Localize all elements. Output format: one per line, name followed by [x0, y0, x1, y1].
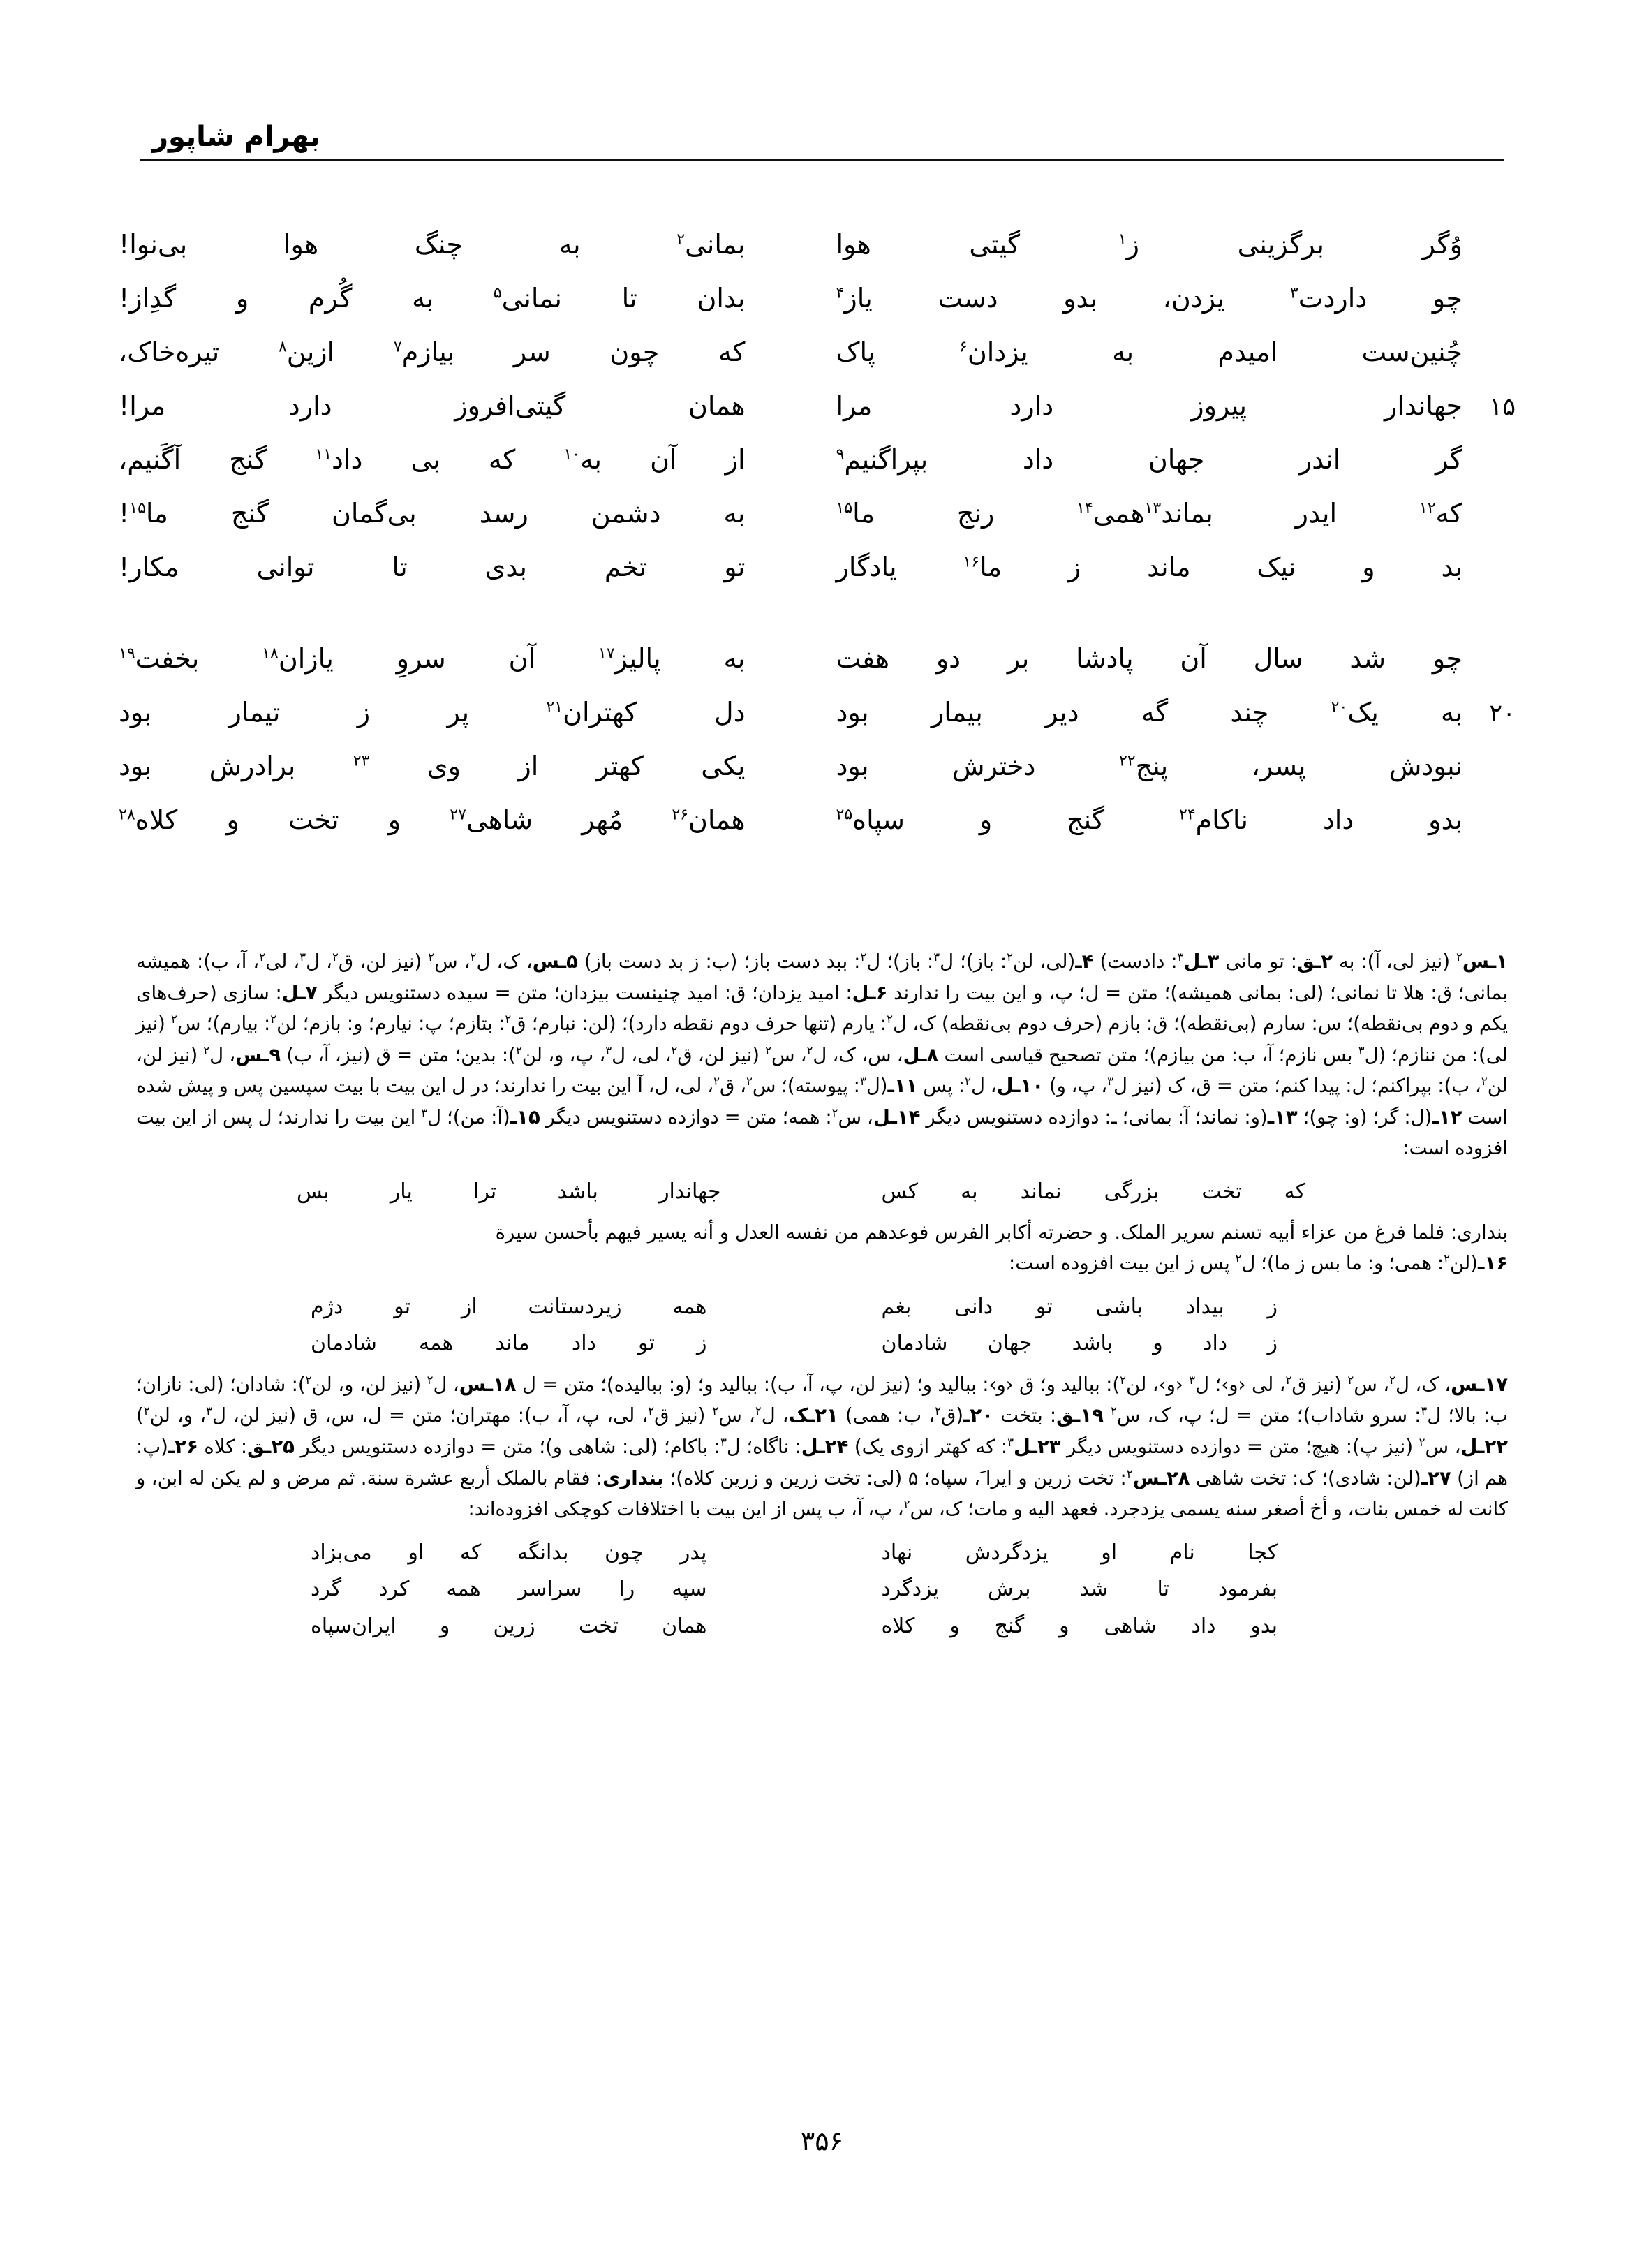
- inserted-hemistich-right: کجا نام او یزدگردش نهاد: [881, 1540, 1278, 1565]
- page-header: [140, 123, 1504, 186]
- verse-couplet: [112, 698, 1532, 752]
- hemistich-right: به یک$^{۲۰}$ چند گه دیر بیمار بود: [836, 697, 1463, 728]
- verse-couplet: [112, 338, 1532, 392]
- inserted-hemistich-right: بفرمود تا شد برش یزدگرد: [881, 1577, 1278, 1602]
- inserted-verse-block-3: [136, 1535, 1508, 1645]
- verse-couplet: [112, 446, 1532, 499]
- hemistich-left: همان$^{۲۶}$ مُهر شاهی$^{۲۷}$ و تخت و کلاه$^{۲۸}$: [119, 804, 746, 835]
- hemistich-left: یکی کهتر از وی $^{۲۳}$ برادرش بود: [119, 751, 746, 781]
- hemistich-left: از آن به$^{۱۰}$ که بی داد$^{۱۱}$ گنج آگَنیم،: [119, 444, 746, 475]
- apparatus-paragraph-3: ۱۷ـس، ک، ل$^۲$، س$^۲$ (نیز ق$^۲$، لی ‹و›؛ ل$^۳$ ‹و›، لن$^۲$): ببالید و؛ ق ‹و›: ببالید و؛ (نیز لن، پ، آ، ب): ببالید و؛ (و: ببالیده)؛ متن = ل ۱۸ـس، ل$^۲$ (نیز لن، و، لن$^۲$): شادان؛ (لی: نازان؛ ب: بالا؛ ل$^۳$: سرو شاداب)؛ متن = ل؛ پ، ک، س$^۲$ ۱۹ـق: بتخت ۲۰ـ(ق$^۲$، ب: همی) ۲۱ـک، ل$^۲$، س$^۲$ (نیز ق$^۲$، لی، پ، آ، ب): مهتران؛ متن = ل، س، ق (نیز لن، ل$^۳$، و، لن$^۲$) ۲۲ـل، س$^۲$ (نیز پ): هیچ؛ متن = دوازده دستنویس دیگر ۲۳ـل$^۳$: که کهتر ازوی یک) ۲۴ـل: ناگاه؛ ل$^۳$: باکام؛ (لی: شاهی و)؛ متن = دوازده دستنویس دیگر ۲۵ـق: کلاه ۲۶ـ(پ: هم از) ۲۷ـ(لن: شادی)؛ ک: تخت شاهی ۲۸ـس$^۲$: تخت زرین و ایرا َ، سپاه؛ ۵ (لی: تخت زرین و زرین کلاه)؛ بنداری: فقام بالملک أربع عشرة سنة. ثم مرض و لم یکن له ابن، و کانت له خمس بنات، و أخ أصغر سنه یسمی یزدجرد. فعهد الیه و مات؛ ک، س$^۲$، پ، آ، ب پس از این بیت با اختلافات کوچکی افزوده‌اند:: [136, 1373, 1509, 1521]
- inserted-hemistich-left: همان تخت زرین و ایران‌سپاه: [311, 1613, 707, 1638]
- inserted-hemistich-left: جهاندار باشد ترا یار بس: [297, 1179, 721, 1204]
- hemistich-left: به پالیز$^{۱۷}$ آن سروِ یازان$^{۱۸}$ بخفت$^{۱۹}$: [119, 643, 746, 674]
- inserted-hemistich-left: ز تو داد ماند همه شادمان: [311, 1331, 707, 1356]
- inserted-hemistich-right: ز داد و باشد جهان شادمان: [881, 1331, 1278, 1356]
- hemistich-left: دل کهتران$^{۲۱}$ پر ز تیمار بود: [119, 697, 746, 728]
- verse-couplet: [112, 499, 1532, 553]
- inserted-hemistich-right: که تخت بزرگی نماند به کس: [881, 1179, 1305, 1204]
- verse-couplet: [112, 284, 1532, 338]
- running-head-title: بهرام شاپور: [152, 121, 320, 153]
- verse-line-number: ۱۵: [1489, 393, 1516, 421]
- verse-couplet: [112, 806, 1532, 860]
- verse-couplet: [112, 752, 1532, 806]
- verse-line-number: ۲۰: [1489, 700, 1516, 728]
- inserted-hemistich-left: همه زیردستانت از تو دژم: [311, 1294, 707, 1319]
- hemistich-right: گر اندر جهان داد بپراگنیم$^۹$: [836, 444, 1462, 475]
- hemistich-right: چو داردت$^۳$ یزدن، بدو دست یاز$^۴$: [836, 283, 1462, 314]
- folio-page-number: ۳۵۶: [800, 2126, 844, 2156]
- hemistich-right: نبودش پسر، پنج$^{۲۲}$ دخترش بود: [836, 751, 1462, 781]
- hemistich-left: تو تخم بدی تا توانی مکار!: [119, 552, 746, 582]
- inserted-hemistich-left: پدر چون بدانگه که او می‌بزاد: [311, 1540, 707, 1565]
- inserted-couplet: [136, 1608, 1508, 1645]
- inserted-hemistich-right: ز بیداد باشی تو دانی بغم: [881, 1294, 1278, 1319]
- apparatus-paragraph-2: ۱۶ـ(لن$^۲$: همی؛ و: ما بس ز ما)؛ ل$^۲$ پس ز این بیت افزوده است:: [1009, 1252, 1508, 1275]
- inserted-hemistich-left: سپه را سراسر همه کرد گرد: [311, 1577, 707, 1602]
- hemistich-right: وُگر برگزینی ز$^۱$ گیتی هوا: [836, 229, 1462, 260]
- inserted-couplet: [136, 1571, 1508, 1608]
- verse-couplet: [112, 230, 1532, 284]
- hemistich-left: همان گیتی‌افروز دارد مرا!: [119, 390, 746, 421]
- hemistich-left: بمانی$^۲$ به چنگ هوا بی‌نوا!: [119, 229, 746, 260]
- verse-couplet: [112, 553, 1532, 607]
- hemistich-left: که چون سر بیازم$^۷$ ازین$^۸$ تیره‌خاک،: [119, 337, 746, 367]
- header-rule: [140, 159, 1504, 161]
- bundari-arabic-citation: بنداری: فلما فرغ من عزاء أبیه تسنم سریر الملک. و حضرته أکابر الفرس فوعدهم من نفسه العدل و أنه یسیر فیهم بأحسن سیرة: [495, 1221, 1508, 1244]
- verse-stanza-one: [112, 230, 1532, 607]
- hemistich-right: چُنین‌ست امیدم به یزدان$^۶$ پاک: [836, 337, 1462, 367]
- inserted-verse-block-2: [136, 1289, 1508, 1362]
- hemistich-left: به دشمن رسد بی‌گمان گنج ما$^{۱۵}$!: [119, 498, 746, 529]
- hemistich-right: جهاندار پیروز دارد مرا: [836, 390, 1462, 421]
- apparatus-paragraph-1: ۱ـس$^۲$ (نیز لی، آ): به ۲ـق: تو مانی ۳ـل$^۳$: دادست) ۴ـ(لی، لن$^۲$: باز)؛ ل$^۳$: باز)؛ ل$^۲$: ببد دست باز؛ (ب: ز بد دست باز) ۵ـس، ک، ل$^۲$، س$^۲$ (نیز لن، ق$^۲$، ل$^۳$، لی$^۲$، آ، ب): همیشه بمانی؛ ق: هلا تا نمانی؛ (لی: بمانی همیشه)؛ متن = ل؛ پ، و این بیت را ندارند ۶ـل: امید یزدان؛ ق: امید چنینست بیزدان؛ متن = سیده دستنویس دیگر ۷ـل: سازی (حرف‌های یکم و دوم بی‌نقطه)؛ س: سارم (بی‌نقطه)؛ ق: بازم (حرف دوم بی‌نقطه) ک، ل$^۲$: یارم (تنها حرف دوم نقطه دارد)؛ (لن: نبارم؛ ق$^۲$: بتازم؛ پ: نیارم؛ و: بازم؛ لن$^۲$: بیارم)؛ س$^۲$ (نیز لی): من ننازم؛ (ل$^۳$ بس نازم؛ آ، ب: من بیازم)؛ متن تصحیح قیاسی است ۸ـل، س، ک، ل$^۲$، س$^۲$ (نیز لن، ق$^۲$، لی، ل$^۳$، پ، و، لن$^۲$): بدین؛ متن = ق (نیز، آ، ب) ۹ـس، ل$^۲$ (نیز لن، لن$^۲$، ب): بپراکنم؛ ل: پیدا کنم؛ متن = ق، ک (نیز ل$^۳$، پ، و) ۱۰ـل، ل$^۲$: پس ۱۱ـ(ل$^۳$: پیوسته)؛ س$^۲$، ق$^۲$، لی، ل، آ این بیت را ندارند؛ در ل این بیت با بیت سپسین پس و پیش شده است ۱۲ـ(ل: گر؛ (و: چو)؛ ۱۳ـ(و: نماند؛ آ: بمانی؛ ـ: دوازده دستنویس دیگر ۱۴ـل، س$^۲$: همه؛ متن = دوازده دستنویس دیگر ۱۵ـ(آ: من)؛ ل$^۳$ این بیت را ندارند؛ ل پس از این بیت افزوده است:: [136, 950, 1509, 1160]
- hemistich-right: چو شد سال آن پادشا بر دو هفت: [836, 643, 1462, 674]
- inserted-couplet: [136, 1174, 1508, 1211]
- hemistich-right: بد و نیک ماند ز ما$^{۱۶}$ یادگار: [836, 552, 1463, 582]
- hemistich-left: بدان تا نمانی$^۵$ به گُرم و گدِاز!: [119, 283, 746, 314]
- verse-body: [112, 230, 1532, 860]
- verse-stanza-two: [112, 645, 1532, 860]
- critical-apparatus: [136, 946, 1508, 1651]
- hemistich-right: که$^{۱۲}$ ایدر بماند$^{۱۳}$همی$^{۱۴}$ رنج ما$^{۱۵}$: [836, 498, 1462, 529]
- inserted-couplet: [136, 1535, 1508, 1572]
- inserted-hemistich-right: بدو داد شاهی و گنج و کلاه: [881, 1613, 1278, 1638]
- inserted-verse-block-1: [136, 1174, 1508, 1211]
- verse-couplet: [112, 645, 1532, 698]
- hemistich-right: بدو داد ناکام$^{۲۴}$ گنج و سپاه$^{۲۵}$: [836, 804, 1462, 835]
- inserted-couplet: [136, 1289, 1508, 1326]
- inserted-couplet: [136, 1325, 1508, 1362]
- verse-couplet: [112, 392, 1532, 446]
